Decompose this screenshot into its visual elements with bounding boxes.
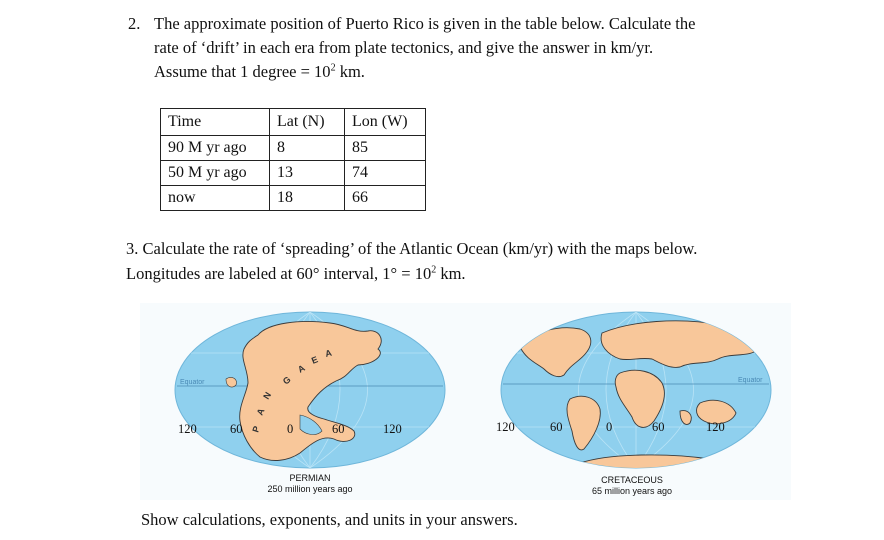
cell-lon: 74 — [345, 161, 426, 186]
cretaceous-lon-label: 0 — [606, 420, 613, 434]
cretaceous-lon-label: 60 — [652, 420, 665, 434]
pangaea-letter: A — [296, 362, 307, 375]
line3-exponent: 2 — [330, 62, 336, 74]
question-2-text — [154, 12, 828, 84]
table-row — [161, 186, 426, 211]
permian-lon-label: 120 — [178, 422, 197, 436]
cell-time: now — [161, 186, 270, 211]
line2-exponent: 2 — [431, 264, 437, 276]
question-2-line-1: The approximate position of Puerto Rico is given in the table below. Calculate the — [154, 14, 696, 33]
line2-pre: Longitudes are labeled at 60° interval, 1° = 10 — [126, 264, 432, 283]
permian-lon-label: 0 — [287, 422, 294, 436]
cell-lat: 13 — [270, 161, 345, 186]
cretaceous-equator-label: Equator — [738, 377, 763, 384]
pangaea-letter: G — [280, 374, 293, 387]
question-2 — [128, 12, 828, 84]
cretaceous-lon-label: 60 — [550, 420, 563, 434]
pangaea-letter: E — [310, 354, 320, 366]
table-row — [161, 136, 426, 161]
paleo-maps-figure — [140, 303, 791, 500]
question-3-line-2 — [126, 261, 846, 286]
cell-lat: 18 — [270, 186, 345, 211]
cell-lat: 8 — [270, 136, 345, 161]
question-2-line-3 — [154, 60, 828, 84]
pangaea-letter: A — [254, 406, 267, 417]
permian-lon-label: 60 — [230, 422, 243, 436]
pangaea-letter: P — [250, 424, 262, 434]
position-table — [160, 108, 426, 211]
cretaceous-map — [496, 312, 771, 496]
cell-time: 90 M yr ago — [161, 136, 270, 161]
table-row — [161, 161, 426, 186]
question-2-number: 2. — [128, 14, 141, 33]
cell-time: 50 M yr ago — [161, 161, 270, 186]
cretaceous-title: CRETACEOUS — [601, 475, 663, 485]
pangaea-letter: N — [261, 390, 274, 402]
cretaceous-age: 65 million years ago — [591, 486, 673, 496]
header-lat: Lat (N) — [270, 109, 345, 136]
permian-age: 250 million years ago — [267, 484, 353, 494]
line3-pre: Assume that 1 degree = 10 — [154, 62, 331, 81]
header-time: Time — [161, 109, 270, 136]
table-header-row — [161, 109, 426, 136]
cretaceous-lon-label: 120 — [706, 420, 725, 434]
cell-lon: 66 — [345, 186, 426, 211]
question-3 — [126, 236, 846, 286]
permian-lon-label: 60 — [332, 422, 345, 436]
permian-map — [175, 312, 445, 494]
paleo-maps — [140, 303, 791, 500]
header-lon: Lon (W) — [345, 109, 426, 136]
question-2-line-2: rate of ‘drift’ in each era from plate tectonics, and give the answer in km/yr. — [154, 38, 654, 57]
permian-title: PERMIAN — [289, 473, 331, 483]
cell-lon: 85 — [345, 136, 426, 161]
pangaea-letter: A — [324, 347, 333, 359]
instructions-footer: Show calculations, exponents, and units in your answers. — [141, 510, 518, 529]
line2-post: km. — [436, 264, 466, 283]
permian-equator-label: Equator — [180, 379, 205, 386]
permian-lon-label: 120 — [383, 422, 402, 436]
question-3-line-1: 3. Calculate the rate of ‘spreading’ of the Atlantic Ocean (km/yr) with the maps below. — [126, 239, 698, 258]
cretaceous-lon-label: 120 — [496, 420, 515, 434]
line3-post: km. — [335, 62, 365, 81]
